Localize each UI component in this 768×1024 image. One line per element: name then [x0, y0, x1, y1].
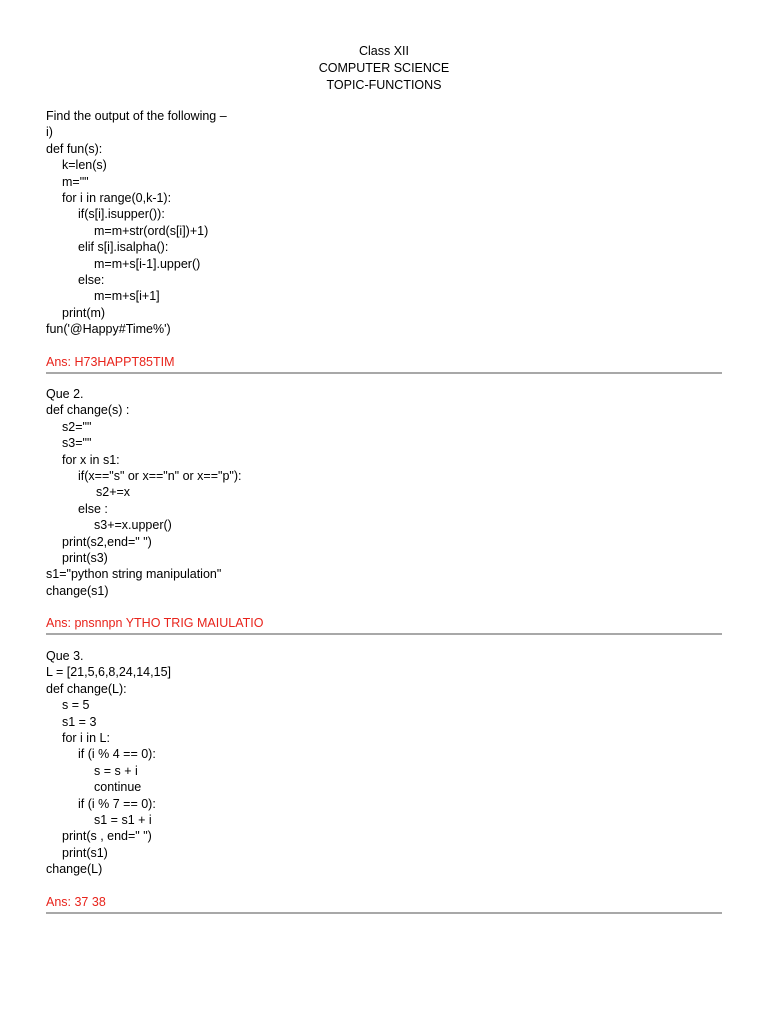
- code-line: s2+=x: [96, 485, 131, 500]
- code-line: m=m+str(ord(s[i])+1): [94, 223, 209, 238]
- subject-title: COMPUTER SCIENCE: [318, 61, 450, 75]
- question-3-answer: Ans: 37 38: [46, 894, 722, 914]
- code-line: for i in range(0,k-1):: [62, 190, 172, 205]
- question-2-section: [46, 386, 722, 635]
- code-line: if(s[i].isupper()):: [78, 207, 165, 222]
- code-line: for i in L:: [62, 730, 110, 745]
- code-line: else:: [78, 272, 105, 287]
- question-1-label: i): [46, 125, 53, 140]
- code-line: elif s[i].isalpha():: [78, 240, 169, 255]
- code-line: s = s + i: [94, 763, 138, 778]
- code-line: def fun(s):: [46, 141, 103, 156]
- code-line: if(x=="s" or x=="n" or x=="p"):: [78, 468, 242, 483]
- code-line: print(s3): [62, 550, 108, 565]
- question-2-answer: Ans: pnsnnpn YTHO TRIG MAIULATIO: [46, 615, 722, 635]
- document-header: [0, 43, 768, 94]
- intro-text: Find the output of the following –: [46, 109, 227, 123]
- code-line: m=m+s[i-1].upper(): [94, 256, 201, 271]
- question-3-section: [46, 648, 722, 914]
- code-line: m="": [62, 174, 89, 189]
- code-line: if (i % 7 == 0):: [78, 796, 156, 811]
- question-1-section: [46, 108, 722, 374]
- class-title: Class XII: [358, 44, 409, 58]
- question-1-code: [46, 141, 722, 338]
- question-2-label: Que 2.: [46, 387, 84, 401]
- code-line: else :: [78, 501, 108, 516]
- code-line: print(s , end=" "): [62, 829, 152, 844]
- question-2-code: [46, 402, 722, 599]
- code-line: print(m): [62, 305, 106, 320]
- code-line: print(s1): [62, 845, 108, 860]
- code-line: s3+=x.upper(): [94, 518, 172, 533]
- code-line: for x in s1:: [62, 452, 120, 467]
- code-line: s1 = s1 + i: [94, 812, 152, 827]
- code-line: continue: [94, 780, 142, 795]
- code-line: m=m+s[i+1]: [94, 289, 160, 304]
- topic-title: TOPIC-FUNCTIONS: [326, 78, 442, 92]
- code-line: change(s1): [46, 583, 109, 598]
- code-line: s1 = 3: [62, 714, 97, 729]
- code-line: def change(L):: [46, 681, 127, 696]
- question-3-label: Que 3.: [46, 649, 84, 663]
- code-line: print(s2,end=" "): [62, 534, 152, 549]
- code-line: fun('@Happy#Time%'): [46, 322, 171, 337]
- code-line: s = 5: [62, 698, 90, 713]
- code-line: L = [21,5,6,8,24,14,15]: [46, 665, 171, 680]
- code-line: s2="": [62, 419, 92, 434]
- code-line: k=len(s): [62, 158, 107, 173]
- question-1-answer: Ans: H73HAPPT85TIM: [46, 354, 722, 374]
- code-line: s1="python string manipulation": [46, 567, 222, 582]
- code-line: change(L): [46, 862, 103, 877]
- code-line: s3="": [62, 436, 92, 451]
- question-3-code: [46, 664, 722, 877]
- code-line: def change(s) :: [46, 403, 130, 418]
- code-line: if (i % 4 == 0):: [78, 747, 156, 762]
